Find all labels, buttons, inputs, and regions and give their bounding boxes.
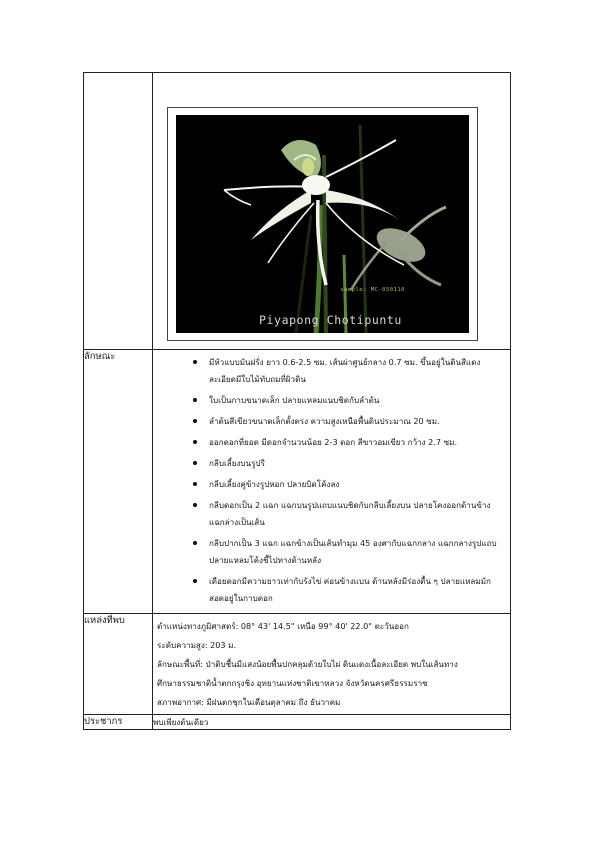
photo-row [84,73,511,350]
characteristic-item [193,392,504,409]
location-details [153,614,510,714]
characteristic-item [193,354,504,388]
population-label: ประชากร [84,715,153,730]
characteristic-text: มีหัวแบบมันฝรั่ง ยาว 0.6-2.5 ซม. เส้นผ่าศูนย์กลาง 0.7 ซม. ขึ้นอยู่ในดินสีแดงละเอียดมีใบไม้ทับถมที่ผิวดิน [209,357,481,384]
bullet-icon [193,579,197,583]
species-record-table [83,72,511,730]
characteristic-text: เดือยดอกมีความยาวเท่ากับรังไข่ ค่อนข้างแบน ด้านหลังมีร่องตื้น ๆ ปลายแหลมมักสอดอยู่ในกาบดอก [209,576,491,603]
bullet-icon [193,398,197,402]
characteristic-item [193,413,504,430]
characteristics-label: ลักษณะ [84,350,153,614]
location-label: แหล่งที่พบ [84,614,153,715]
photo-cell [153,73,511,350]
orchid-photo [176,115,469,333]
characteristic-item [193,455,504,472]
population-value: พบเพียงต้นเดียว [153,715,511,730]
location-line: ศึกษาธรรมชาติน้ำตกกรุงชิง อุทยานแห่งชาติเขาหลวง จังหวัดนครศรีธรรมราช [157,678,428,688]
characteristics-list [153,350,510,613]
characteristic-text: กลีบดอกเป็น 2 แฉก แฉกบนรูปแถบแนบชิดกับกลีบเลี้ยงบน ปลายโคงออกด้านข้าง แฉกล่างเป็นเส้น [209,500,491,527]
characteristic-text: ใบเป็นกาบขนาดเล็ก ปลายแหลมแนบชิดกับลำต้น [209,395,380,405]
photo-credit: Piyapong Chotipuntu [259,313,402,327]
characteristics-row [84,350,511,614]
photo-frame [167,107,478,341]
characteristic-item [193,434,504,451]
characteristic-item [193,476,504,493]
bullet-icon [193,461,197,465]
characteristics-cell [153,350,511,614]
characteristic-item [193,497,504,531]
bullet-icon [193,440,197,444]
characteristic-item [193,535,504,569]
location-line: ลักษณะพื้นที่: ป่าดิบชื้นมีแสงน้อยพื้นปกคลุมด้วยใบไผ่ ดินแดงเนื้อละเอียด พบในเส้นทาง [157,659,458,669]
bullet-icon [193,503,197,507]
bullet-icon [193,360,197,364]
location-row [84,614,511,715]
characteristic-text: ลำต้นสีเขียวขนาดเล็กตั้งตรง ความสูงเหนือพื้นดินประมาณ 20 ซม. [209,416,440,426]
location-line: สภาพอากาศ: มีฝนตกชุกในเดือนตุลาคม ถึง ธันวาคม [157,697,341,707]
bullet-icon [193,541,197,545]
sample-label: sample: MC-050110 [340,287,405,293]
population-row [84,715,511,730]
characteristic-text: กลีบเลี้ยงบนรูปรี [209,458,265,468]
location-line: ระดับความสูง: 203 ม. [157,640,237,650]
characteristic-text: ออกดอกที่ยอด มีดอกจำนวนน้อย 2-3 ดอก สีขาวอมเขียว กว้าง 2.7 ซม. [209,437,458,447]
orchid-illustration [176,115,469,333]
characteristic-item [193,573,504,607]
photo-label-cell [84,73,153,350]
characteristic-text: กลีบปากเป็น 3 แฉก แฉกข้างเป็นเส้นทำมุม 45 องศากับแฉกกลาง แฉกกลางรูปแถบปลายแหลมโค้งชี้ไปทางด้านหลัง [209,538,497,565]
characteristic-text: กลีบเลี้ยงคู่ข้างรูปหอก ปลายบิดโค้งลง [209,479,340,489]
bullet-icon [193,419,197,423]
location-line: ตำแหน่งทางภูมิศาสตร์: 08° 43' 14.5" เหนือ 99° 40' 22.0" ตะวันออก [157,621,409,631]
location-cell [153,614,511,715]
bullet-icon [193,482,197,486]
